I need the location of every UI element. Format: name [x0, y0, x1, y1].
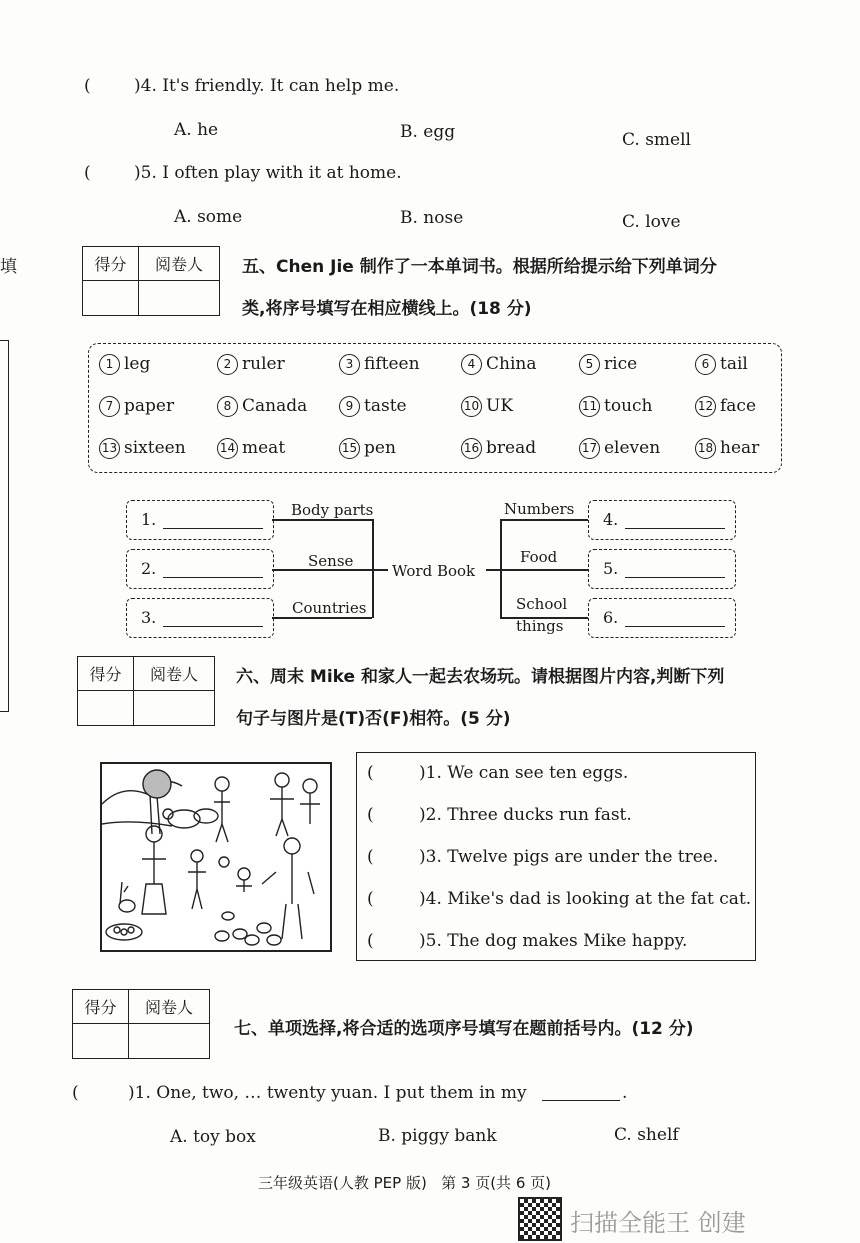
word-text: fifteen — [364, 354, 420, 374]
word-number: 16 — [461, 438, 482, 459]
word-number: 6 — [695, 354, 716, 375]
grader-label: 阅卷人 — [134, 657, 214, 691]
word-number: 17 — [579, 438, 600, 459]
blank-label-5: 5. — [603, 559, 619, 578]
q4-option-c: C. smell — [622, 130, 691, 150]
word-text: touch — [604, 396, 653, 416]
watermark: 扫描全能王 创建 — [570, 1209, 746, 1237]
grader-label: 阅卷人 — [139, 247, 219, 281]
connector — [272, 617, 372, 619]
part7-title: 七、单项选择,将合适的选项序号填写在题前括号内。(12 分) — [234, 1019, 694, 1039]
word-text: face — [720, 396, 757, 416]
score-box-6 — [77, 656, 215, 726]
tf-paren-1[interactable]: ( — [367, 763, 374, 783]
branch-body-parts: Body parts — [291, 501, 374, 519]
blank-label-3: 3. — [141, 608, 157, 627]
word-text: bread — [486, 438, 537, 458]
q4-paren: ( — [84, 76, 91, 96]
connector — [500, 569, 588, 571]
word-text: China — [486, 354, 537, 374]
word-book-center: Word Book — [392, 562, 476, 580]
connector — [272, 519, 372, 521]
word-item-5 — [579, 354, 637, 375]
tf-paren-3[interactable]: ( — [367, 847, 374, 867]
branch-things: things — [516, 617, 564, 635]
branch-school: School — [516, 595, 568, 613]
true-false-box — [356, 752, 756, 961]
connector — [500, 519, 588, 521]
word-number: 18 — [695, 438, 716, 459]
part6-title-1: 六、周末 Mike 和家人一起去农场玩。请根据图片内容,判断下列 — [236, 667, 725, 687]
word-item-12 — [695, 396, 756, 417]
grader-cell[interactable] — [129, 1024, 209, 1058]
word-text: meat — [242, 438, 286, 458]
word-item-10 — [461, 396, 513, 417]
q4-text: )4. It's friendly. It can help me. — [134, 76, 400, 96]
word-item-1 — [99, 354, 150, 375]
p7-q1-option-c: C. shelf — [614, 1125, 679, 1145]
word-text: hear — [720, 438, 760, 458]
tf-paren-5[interactable]: ( — [367, 931, 374, 951]
blank-box-6[interactable] — [588, 598, 736, 638]
word-number: 3 — [339, 354, 360, 375]
word-text: taste — [364, 396, 407, 416]
blank-box-3[interactable] — [126, 598, 274, 638]
branch-food: Food — [520, 548, 558, 566]
word-text: pen — [364, 438, 396, 458]
q5-paren: ( — [84, 163, 91, 183]
tf-text-2: )2. Three ducks run fast. — [419, 805, 632, 825]
word-number: 13 — [99, 438, 120, 459]
word-number: 9 — [339, 396, 360, 417]
blank-box-1[interactable] — [126, 500, 274, 540]
word-text: sixteen — [124, 438, 186, 458]
word-item-14 — [217, 438, 285, 459]
word-number: 2 — [217, 354, 238, 375]
word-number: 1 — [99, 354, 120, 375]
q5-option-b: B. nose — [400, 208, 464, 228]
word-number: 7 — [99, 396, 120, 417]
q5-option-a: A. some — [174, 207, 243, 227]
word-text: ruler — [242, 354, 285, 374]
q4-option-b: B. egg — [400, 122, 456, 142]
q5-option-c: C. love — [622, 212, 681, 232]
side-char: 填 — [0, 257, 17, 277]
blank-label-6: 6. — [603, 608, 619, 627]
word-number: 8 — [217, 396, 238, 417]
word-item-11 — [579, 396, 653, 417]
word-item-6 — [695, 354, 748, 375]
word-text: leg — [124, 354, 151, 374]
farm-illustration — [102, 764, 330, 950]
part5-title-2: 类,将序号填写在相应横线上。(18 分) — [242, 299, 532, 319]
word-item-17 — [579, 438, 660, 459]
grader-cell[interactable] — [134, 691, 214, 725]
p7-q1-blank[interactable] — [542, 1100, 620, 1101]
word-number: 11 — [579, 396, 600, 417]
tf-text-5: )5. The dog makes Mike happy. — [419, 931, 688, 951]
qr-code-icon — [518, 1197, 562, 1241]
word-number: 15 — [339, 438, 360, 459]
blank-box-4[interactable] — [588, 500, 736, 540]
score-label: 得分 — [78, 657, 134, 691]
q5-text: )5. I often play with it at home. — [134, 163, 402, 183]
score-box-7 — [72, 989, 210, 1059]
score-label: 得分 — [73, 990, 129, 1024]
word-number: 12 — [695, 396, 716, 417]
word-text: paper — [124, 396, 175, 416]
word-text: tail — [720, 354, 748, 374]
word-number: 10 — [461, 396, 482, 417]
word-number: 14 — [217, 438, 238, 459]
tf-text-1: )1. We can see ten eggs. — [419, 763, 629, 783]
blank-box-2[interactable] — [126, 549, 274, 589]
word-item-13 — [99, 438, 186, 459]
tf-text-3: )3. Twelve pigs are under the tree. — [419, 847, 719, 867]
word-item-8 — [217, 396, 307, 417]
grader-label: 阅卷人 — [129, 990, 209, 1024]
branch-countries: Countries — [292, 599, 367, 617]
word-text: eleven — [604, 438, 661, 458]
part6-title-2: 句子与图片是(T)否(F)相符。(5 分) — [236, 709, 511, 729]
blank-box-5[interactable] — [588, 549, 736, 589]
connector — [372, 519, 374, 618]
word-bank — [88, 343, 782, 473]
q4-option-a: A. he — [174, 120, 219, 140]
grader-cell[interactable] — [139, 281, 219, 315]
connector — [486, 569, 500, 571]
word-number: 5 — [579, 354, 600, 375]
p7-q1-text: )1. One, two, … twenty yuan. I put them in my — [128, 1083, 527, 1103]
score-label: 得分 — [83, 247, 139, 281]
word-item-3 — [339, 354, 420, 375]
page-footer: 三年级英语(人教 PEP 版) 第 3 页(共 6 页) — [258, 1174, 551, 1192]
score-cell[interactable] — [78, 691, 134, 725]
branch-sense: Sense — [308, 552, 354, 570]
blank-label-4: 4. — [603, 510, 619, 529]
word-item-15 — [339, 438, 396, 459]
tf-paren-4[interactable]: ( — [367, 889, 374, 909]
score-cell[interactable] — [83, 281, 139, 315]
blank-label-1: 1. — [141, 510, 157, 529]
p7-q1-paren: ( — [72, 1083, 79, 1103]
word-item-16 — [461, 438, 536, 459]
word-number: 4 — [461, 354, 482, 375]
word-item-4 — [461, 354, 536, 375]
p7-q1-option-a: A. toy box — [170, 1127, 256, 1147]
p7-q1-end: . — [622, 1083, 628, 1103]
score-box-5 — [82, 246, 220, 316]
tf-text-4: )4. Mike's dad is looking at the fat cat. — [419, 889, 752, 909]
word-text: rice — [604, 354, 638, 374]
p7-q1-option-b: B. piggy bank — [378, 1126, 497, 1146]
word-item-18 — [695, 438, 759, 459]
branch-numbers: Numbers — [504, 500, 575, 518]
blank-label-2: 2. — [141, 559, 157, 578]
word-item-2 — [217, 354, 285, 375]
word-item-7 — [99, 396, 174, 417]
side-border — [0, 340, 9, 712]
word-text: Canada — [242, 396, 308, 416]
part5-title-1: 五、Chen Jie 制作了一本单词书。根据所给提示给下列单词分 — [242, 257, 717, 277]
word-text: UK — [486, 396, 514, 416]
tf-paren-2[interactable]: ( — [367, 805, 374, 825]
farm-picture — [100, 762, 332, 952]
word-item-9 — [339, 396, 407, 417]
score-cell[interactable] — [73, 1024, 129, 1058]
